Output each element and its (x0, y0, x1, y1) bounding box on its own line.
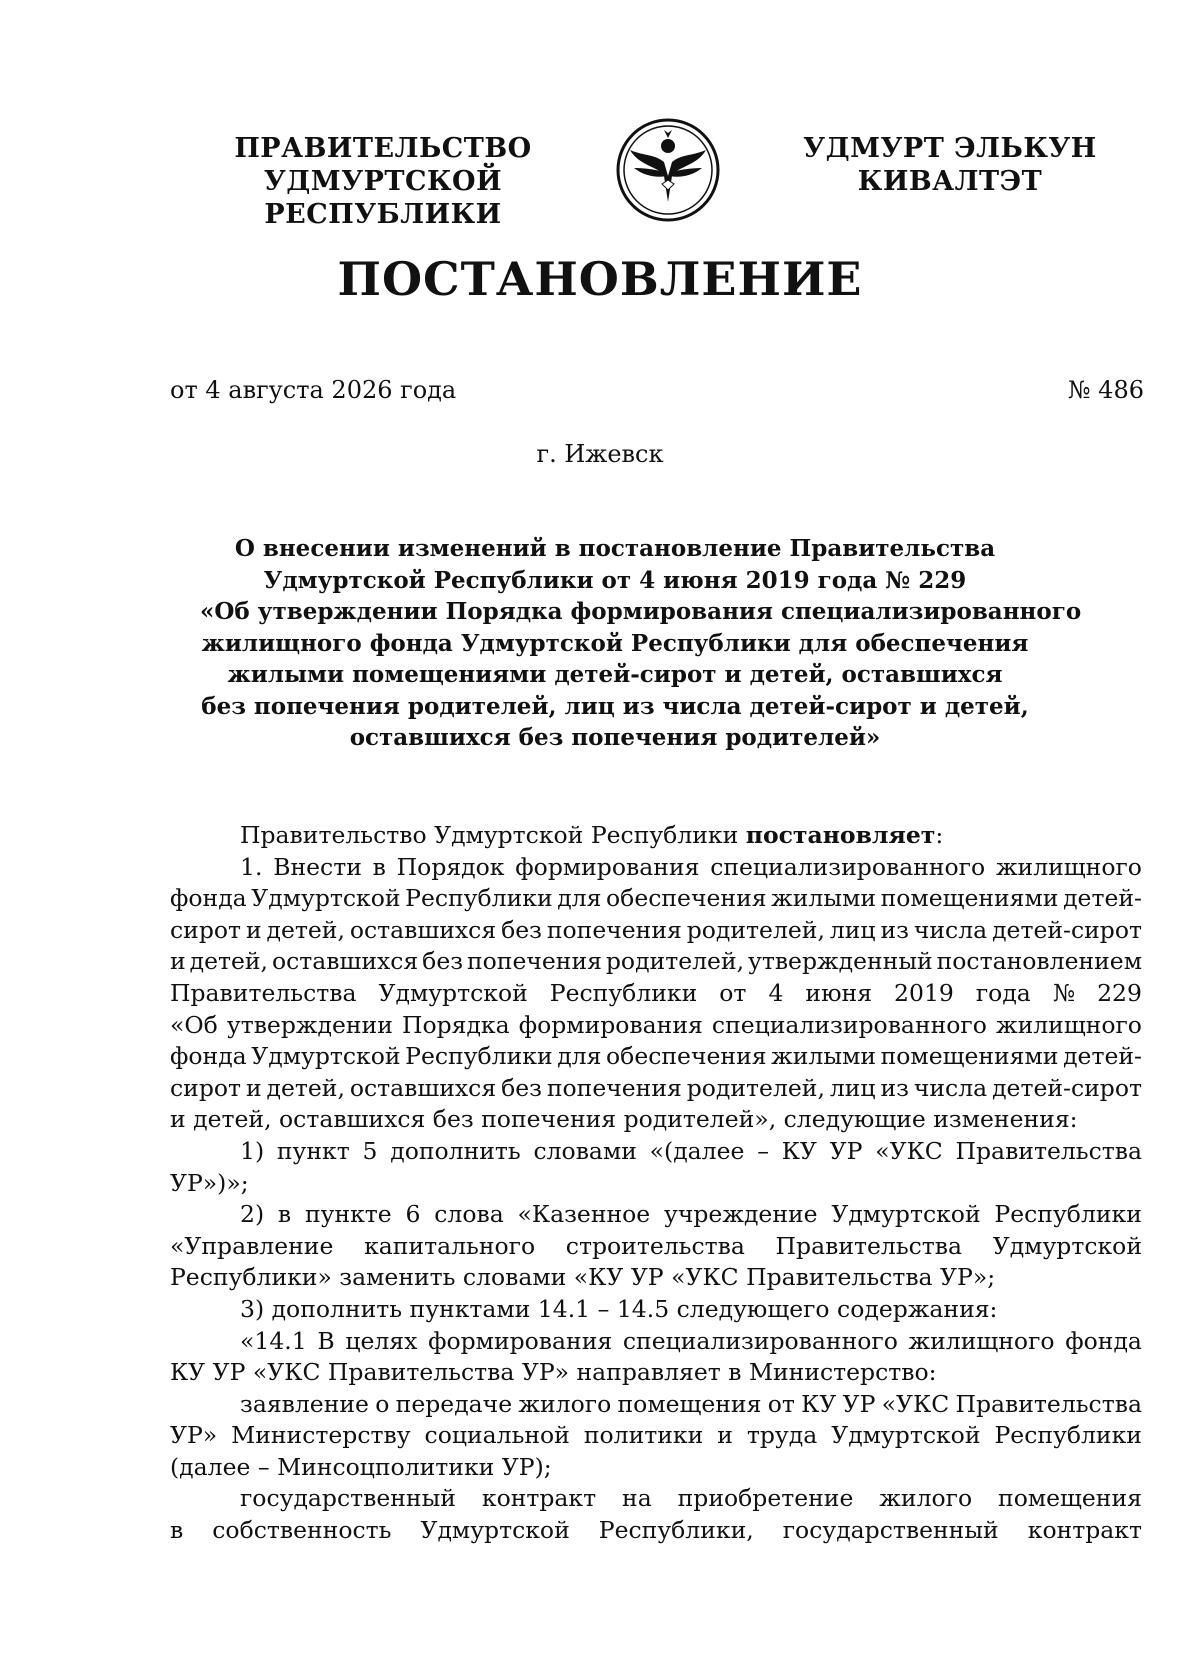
word: обеспечения (606, 1042, 767, 1071)
word: государственный (240, 1484, 456, 1513)
word: постановлением (936, 947, 1142, 976)
word: «УКС (881, 1389, 950, 1418)
word: помещениями (880, 1042, 1059, 1071)
body-line: УР»)»; (170, 1168, 249, 1197)
word: 2) (240, 1200, 265, 1229)
word: жилого (518, 1389, 612, 1418)
word: № (1052, 978, 1076, 1007)
word: жилищного (995, 852, 1142, 881)
word: 229 (1097, 978, 1142, 1007)
word: Министерству (231, 1421, 411, 1450)
word: Республики (405, 1042, 553, 1071)
word: «14.1 (240, 1326, 307, 1355)
word: 4 (768, 978, 784, 1007)
word: родителей, (686, 915, 825, 944)
word: без (422, 947, 464, 976)
intro-text: Правительство Удмуртской Республики (240, 821, 746, 849)
document-title: ПОСТАНОВЛЕНИЕ (337, 252, 863, 306)
word: Удмуртской (251, 1042, 401, 1071)
body-line (170, 1420, 1142, 1452)
word: Правительства (170, 978, 357, 1007)
document-date: от 4 августа 2026 года (170, 376, 457, 404)
word: фонда (170, 884, 247, 913)
word: детей, (266, 1073, 345, 1102)
word: заявление (240, 1389, 369, 1418)
body-line (170, 978, 1142, 1010)
body-line: КУ УР «УКС Правительства УР» направляет в Министерство: (170, 1358, 937, 1387)
word: года (975, 978, 1031, 1007)
word: числа (913, 915, 988, 944)
word: и (717, 1421, 733, 1450)
document-number: № 486 (1067, 376, 1144, 404)
word: и (245, 1073, 262, 1102)
word: приобретение (677, 1484, 854, 1513)
word: КУ (781, 1136, 817, 1165)
word: числа (913, 1073, 988, 1102)
header-right-line: КИВАЛТЭТ (857, 166, 1043, 197)
word: утвержденный (748, 947, 933, 976)
word: Удмуртской (831, 1200, 981, 1229)
word: детей-сирот (992, 1073, 1142, 1102)
word: о (375, 1389, 390, 1418)
word: специализированного (711, 1010, 987, 1039)
word: Республики (994, 1200, 1142, 1229)
word: «Управление (170, 1231, 334, 1260)
word: пункте (304, 1200, 392, 1229)
word: «Казенное (517, 1200, 651, 1229)
word: из (880, 915, 909, 944)
word: 5 (362, 1136, 378, 1165)
word: для (557, 1042, 602, 1071)
word: сирот (170, 915, 242, 944)
word: формирования (518, 1010, 703, 1039)
word: целях (345, 1326, 418, 1355)
word: пункт (276, 1136, 350, 1165)
word: Правительства (955, 1389, 1142, 1418)
body-line (170, 1199, 1142, 1231)
word: слова (434, 1200, 504, 1229)
word: и (170, 947, 186, 976)
word: Внести (273, 852, 362, 881)
header-left-line: УДМУРТСКОЙ РЕСПУБЛИКИ (263, 166, 503, 230)
word: специализированного (710, 852, 986, 881)
word: Правительства (955, 1136, 1142, 1165)
word: Правительства (775, 1231, 963, 1260)
word: формирования (428, 1326, 613, 1355)
word: капитального (364, 1231, 536, 1260)
word: в (372, 852, 386, 881)
word: детей, (189, 947, 269, 976)
word: жилищного (908, 1326, 1055, 1355)
word: УР (829, 1136, 863, 1165)
word: специализированного (622, 1326, 898, 1355)
subject-line: без попечения родителей, лиц из числа детей-сирот и детей, (201, 692, 1029, 720)
word: детей-сирот (992, 915, 1142, 944)
word: контракт (481, 1484, 597, 1513)
word: лиц (829, 1073, 876, 1102)
document-city: г. Ижевск (536, 440, 664, 468)
word: без (501, 1073, 542, 1102)
body-line (170, 1073, 1142, 1105)
body-line (170, 1483, 1142, 1515)
body-line: и детей, оставшихся без попечения родителей», следующие изменения: (170, 1105, 1078, 1134)
word: на (622, 1484, 652, 1513)
word: Порядок (396, 852, 505, 881)
word: попечения (546, 915, 682, 944)
word: детей- (1063, 884, 1142, 913)
word: Удмуртской (378, 978, 528, 1007)
word: лиц (829, 915, 876, 944)
word: 1) (240, 1136, 265, 1165)
udmurt-coat-of-arms-icon (614, 116, 722, 224)
document-subject (200, 533, 1082, 754)
word: 1. (240, 852, 263, 881)
word: помещения (998, 1484, 1142, 1513)
word: попечения (546, 1073, 682, 1102)
word: в (277, 1200, 292, 1229)
body-line (170, 946, 1142, 978)
document-body (170, 820, 1142, 1547)
word: Удмуртской (831, 1421, 981, 1450)
word: Удмуртской (992, 1231, 1142, 1260)
body-line (170, 1326, 1142, 1358)
word: Республики (549, 978, 698, 1007)
word: «Об (170, 1010, 218, 1039)
word: словами (533, 1136, 637, 1165)
word: Порядка (401, 1010, 510, 1039)
word: помещениями (880, 884, 1059, 913)
body-intro (170, 820, 1142, 852)
word: формирования (515, 852, 700, 881)
body-line (170, 852, 1142, 884)
word: от (719, 978, 747, 1007)
word: Республики (994, 1421, 1142, 1450)
body-line (170, 1389, 1142, 1421)
word: строительства (565, 1231, 745, 1260)
word: Республики (405, 884, 553, 913)
word: 2019 (894, 978, 954, 1007)
body-line (170, 1231, 1142, 1263)
word: жилыми (771, 1042, 877, 1071)
word: фонда (170, 1042, 247, 1071)
word: для (557, 884, 602, 913)
subject-line: О внесении изменений в постановление Правительства (234, 535, 996, 562)
body-line (170, 1136, 1142, 1168)
word: жилого (879, 1484, 973, 1513)
word: помещения (617, 1389, 762, 1418)
word: – (757, 1136, 769, 1165)
word: утверждении (226, 1010, 393, 1039)
word: и (245, 915, 262, 944)
word: сирот (170, 1073, 242, 1102)
word: жилыми (771, 884, 877, 913)
body-line (170, 1041, 1142, 1073)
body-line (170, 1515, 1142, 1547)
word: УР (842, 1389, 876, 1418)
word: Удмуртской (251, 884, 401, 913)
body-line (170, 915, 1142, 947)
word: политики (583, 1421, 704, 1450)
word: передаче (395, 1389, 513, 1418)
word: детей- (1063, 1042, 1142, 1071)
word: попечения (466, 947, 602, 976)
word: жилищного (995, 1010, 1142, 1039)
word: от (767, 1389, 795, 1418)
body-line: 3) дополнить пунктами 14.1 – 14.5 следующего содержания: (240, 1294, 998, 1323)
header-government-udm (800, 132, 1100, 198)
subject-line: жилыми помещениями детей-сирот и детей, оставшихся (227, 661, 1003, 688)
word: дополнить (390, 1136, 521, 1165)
header-right-line: УДМУРТ ЭЛЬКУН (803, 133, 1097, 164)
word: КУ (801, 1389, 837, 1418)
subject-line: «Об утверждении Порядка формирования специализированного (200, 598, 1082, 625)
header-government-ru (168, 132, 598, 231)
word: из (880, 1073, 909, 1102)
body-line (170, 883, 1142, 915)
subject-line: жилищного фонда Удмуртской Республики для обеспечения (201, 629, 1029, 657)
word: государственный (782, 1516, 999, 1545)
word: В (317, 1326, 335, 1355)
word: Удмуртской (420, 1516, 570, 1545)
word: оставшихся (271, 947, 419, 976)
subject-line: оставшихся без попечения родителей» (349, 724, 881, 751)
word: учреждение (664, 1200, 818, 1229)
word: в (170, 1516, 184, 1545)
header-left-line: ПРАВИТЕЛЬСТВО (234, 133, 532, 164)
word: 6 (405, 1200, 421, 1229)
word: «УКС (875, 1136, 943, 1165)
word: Республики, (598, 1516, 754, 1545)
word: УР» (170, 1421, 218, 1450)
word: оставшихся (349, 915, 497, 944)
word: контракт (1027, 1516, 1142, 1545)
word: июня (805, 978, 873, 1007)
word: социальной (424, 1421, 570, 1450)
subject-line: Удмуртской Республики от 4 июня 2019 года № 229 (263, 566, 967, 594)
body-line: Республики» заменить словами «КУ УР «УКС Правительства УР»; (170, 1263, 996, 1292)
word: родителей, (605, 947, 745, 976)
body-line: (далее – Минсоцполитики УР); (170, 1452, 552, 1481)
word: детей, (266, 915, 345, 944)
word: обеспечения (606, 884, 767, 913)
word: «(далее (649, 1136, 745, 1165)
word: оставшихся (349, 1073, 497, 1102)
word: собственность (212, 1516, 392, 1545)
word: фонда (1065, 1326, 1142, 1355)
word: без (501, 915, 542, 944)
word: труда (746, 1421, 818, 1450)
word: родителей, (686, 1073, 825, 1102)
intro-keyword: постановляет (745, 821, 936, 849)
intro-colon: : (935, 821, 944, 849)
body-line (170, 1010, 1142, 1042)
